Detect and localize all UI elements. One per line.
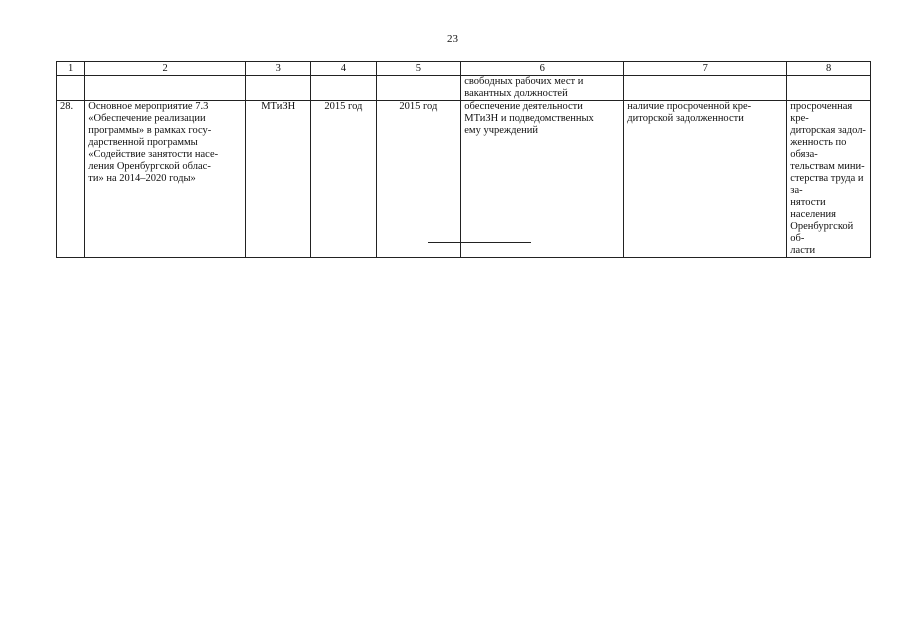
col-header-1: 1	[57, 62, 85, 76]
cell-consequence: просроченная кре- диторская задол- женность по обяза- тельствам мини- стерства труда и за- нятости населения Оренбургской об- ласти	[787, 101, 871, 258]
table-row-28	[57, 101, 871, 258]
cell	[85, 76, 246, 101]
cell-start-date: 2015 год	[311, 101, 376, 258]
end-rule	[428, 242, 531, 243]
col-header-5: 5	[376, 62, 461, 76]
cell-expected-result: обеспечение деятельности МТиЗН и подведомственных ему учреждений	[461, 101, 624, 258]
page-number: 23	[447, 33, 458, 45]
cell-end-date: 2015 год	[376, 101, 461, 258]
table-header-row	[57, 62, 871, 76]
col-header-4: 4	[311, 62, 376, 76]
col-header-7: 7	[624, 62, 787, 76]
cell-measure-name: Основное мероприятие 7.3 «Обеспечение реализации программы» в рамках госу- дарственной программы «Содействие занятости насе- ления Оренбургской облас- ти» на 2014–2020 годы»	[85, 101, 246, 258]
measures-table	[56, 61, 871, 258]
cell-result-continuation: свободных рабочих мест и вакантных должностей	[461, 76, 624, 101]
cell	[246, 76, 311, 101]
cell	[57, 76, 85, 101]
cell	[311, 76, 376, 101]
cell	[624, 76, 787, 101]
col-header-2: 2	[85, 62, 246, 76]
table-row-continuation	[57, 76, 871, 101]
cell-indicator: наличие просроченной кре- диторской задолженности	[624, 101, 787, 258]
cell	[376, 76, 461, 101]
cell-number: 28.	[57, 101, 85, 258]
cell	[787, 76, 871, 101]
col-header-3: 3	[246, 62, 311, 76]
cell-executor: МТиЗН	[246, 101, 311, 258]
col-header-6: 6	[461, 62, 624, 76]
col-header-8: 8	[787, 62, 871, 76]
